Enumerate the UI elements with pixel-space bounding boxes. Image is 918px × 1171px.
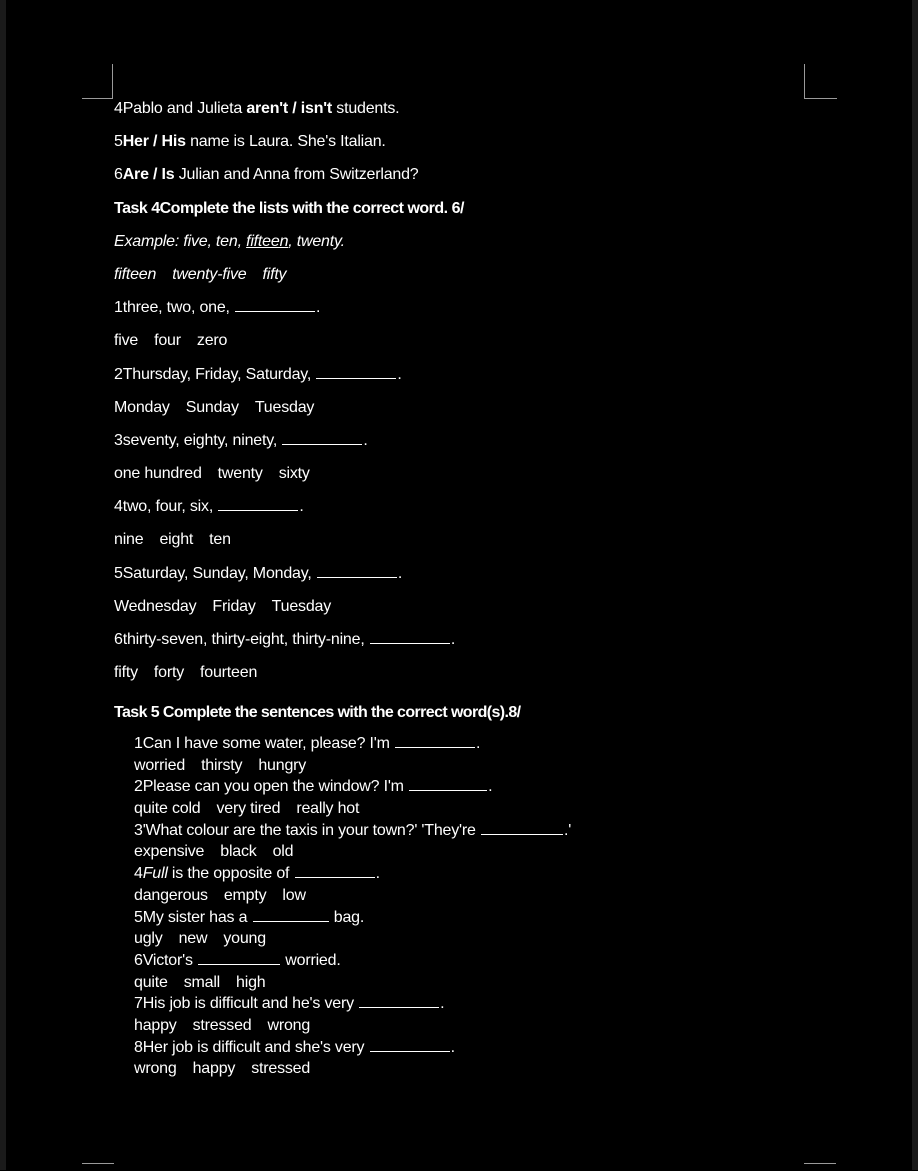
answer-blank[interactable]: [370, 631, 450, 644]
option-word: Friday: [212, 597, 256, 615]
option-word: wrong: [267, 1016, 311, 1034]
item-end: worried.: [281, 951, 341, 969]
task5-item-4: [134, 863, 834, 885]
task4-item-1: [114, 298, 834, 331]
option-word: Sunday: [185, 398, 239, 416]
item-text: 6thirty-seven, thirty-eight, thirty-nine,: [114, 631, 369, 648]
task5-item-8-options: [134, 1058, 834, 1080]
task5-item-2: [134, 776, 834, 798]
answer-blank[interactable]: [316, 366, 396, 379]
choice-options: aren't / isn't: [246, 100, 333, 117]
task5-item-7: [134, 993, 834, 1015]
document-body: [114, 99, 834, 696]
task4-item-4: [114, 497, 834, 530]
task4-item-3-options: [114, 464, 834, 497]
answer-blank[interactable]: [235, 299, 315, 312]
task4-item-4-options: [114, 530, 834, 563]
item-text: 5Saturday, Sunday, Monday,: [114, 564, 316, 582]
option-word: five: [114, 332, 139, 350]
answer-blank[interactable]: [395, 735, 475, 748]
option-word: fifteen: [114, 265, 157, 283]
option-word: four: [154, 332, 181, 350]
sentence-4: [114, 99, 834, 132]
option-word: worried: [134, 756, 186, 774]
item-text: 5My sister has a: [134, 908, 252, 926]
task5-item-7-options: [134, 1015, 834, 1037]
sentence-text: Julian and Anna from Switzerland?: [174, 166, 419, 184]
task5-item-8: [134, 1037, 834, 1059]
answer-blank[interactable]: [218, 498, 298, 511]
answer-blank[interactable]: [359, 995, 439, 1008]
task5-item-5: [134, 907, 834, 929]
example-answer: fifteen: [246, 232, 289, 250]
item-text: 8Her job is difficult and she's very: [134, 1038, 369, 1056]
option-word: quite cold: [134, 800, 201, 818]
option-word: new: [178, 930, 208, 948]
option-word: high: [236, 973, 266, 991]
answer-blank[interactable]: [198, 952, 280, 965]
task4-item-3: [114, 431, 834, 464]
option-word: black: [220, 843, 257, 861]
sentence-text: Pablo and Julieta: [122, 100, 247, 117]
option-word: fifty: [262, 265, 287, 283]
sentence-number: 6: [114, 166, 123, 184]
item-text: is the opposite of: [167, 865, 294, 883]
sentence-6: [114, 165, 834, 198]
option-word: small: [183, 973, 221, 991]
item-text: 2Please can you open the window? I'm: [134, 778, 409, 796]
sentence-text: name is Laura. She's Italian.: [185, 133, 386, 151]
task5-item-6: [134, 950, 834, 972]
item-end: .: [476, 735, 481, 752]
option-word: twenty-five: [172, 265, 247, 283]
task5-item-3-options: [134, 841, 834, 863]
option-word: quite: [134, 973, 168, 991]
option-word: empty: [223, 886, 267, 904]
task4-item-6: [114, 630, 834, 663]
item-end: .: [375, 865, 380, 883]
item-text: 3'What colour are the taxis in your town?' 'They're: [134, 821, 480, 839]
option-word: stressed: [251, 1060, 311, 1078]
option-word: hungry: [258, 756, 307, 774]
option-word: happy: [134, 1016, 177, 1034]
option-word: one hundred: [114, 465, 202, 483]
task5-item-4-options: [134, 885, 834, 907]
item-end: .: [440, 995, 445, 1013]
item-text: 7His job is difficult and he's very: [134, 995, 359, 1013]
sentence-number: 5: [114, 133, 123, 151]
answer-blank[interactable]: [295, 865, 375, 878]
option-word: wrong: [134, 1060, 177, 1078]
option-word: nine: [114, 531, 144, 549]
option-word: sixty: [278, 465, 310, 483]
item-text: 2Thursday, Friday, Saturday,: [114, 365, 316, 383]
right-edge: [912, 0, 918, 1170]
item-end: .: [450, 1038, 455, 1056]
task4-item-1-options: [114, 331, 834, 364]
item-text: 6Victor's: [134, 951, 198, 969]
option-word: twenty: [217, 465, 263, 483]
page-corner-mark-top-left: [82, 64, 113, 99]
task4-example: [114, 232, 834, 265]
option-word: fifty: [114, 664, 138, 682]
option-word: thirsty: [201, 756, 243, 774]
task5-item-2-options: [134, 798, 834, 820]
task5-item-3: [134, 820, 834, 842]
option-word: low: [282, 886, 306, 904]
answer-blank[interactable]: [282, 432, 362, 445]
task4-item-2: [114, 365, 834, 398]
task4-item-5-options: [114, 597, 834, 630]
example-text: , twenty.: [288, 232, 345, 250]
choice-options: Are / Is: [122, 166, 175, 184]
task5-list: [134, 733, 834, 1080]
item-end: bag.: [329, 908, 365, 926]
item-text: 3seventy, eighty, ninety,: [114, 431, 282, 449]
item-text: 1three, two, one,: [114, 299, 235, 317]
option-word: old: [272, 843, 294, 861]
option-word: ugly: [134, 930, 163, 948]
answer-blank[interactable]: [409, 778, 487, 791]
task5-item-1-options: [134, 755, 834, 777]
choice-options: Her / His: [122, 133, 186, 151]
item-keyword: Full: [142, 865, 168, 883]
item-end: .: [299, 498, 304, 516]
item-end: .: [397, 564, 403, 582]
answer-blank[interactable]: [481, 822, 563, 835]
item-end: .: [316, 299, 321, 317]
item-end: .: [450, 631, 456, 648]
option-word: fourteen: [200, 664, 258, 682]
sentence-5: [114, 132, 834, 165]
task5-item-1: [134, 733, 834, 755]
option-word: young: [223, 930, 266, 948]
option-word: expensive: [134, 843, 205, 861]
sentence-number: 4: [114, 100, 123, 117]
answer-blank[interactable]: [253, 909, 329, 922]
task4-heading: Task 4Complete the lists with the correct word. 6/: [114, 199, 464, 217]
task5-item-5-options: [134, 928, 834, 950]
option-word: happy: [192, 1060, 236, 1078]
option-word: ten: [209, 531, 231, 549]
option-word: really hot: [296, 800, 360, 818]
left-edge: [0, 0, 6, 1170]
item-end: .: [363, 431, 368, 449]
page-corner-mark-top-right: [804, 64, 837, 99]
task4-item-5: [114, 564, 834, 597]
option-word: forty: [153, 664, 185, 682]
sentence-text: students.: [332, 100, 400, 117]
item-end: .: [488, 778, 493, 796]
option-word: Wednesday: [114, 597, 197, 615]
item-number: 4: [134, 865, 143, 883]
answer-blank[interactable]: [317, 565, 397, 578]
task4-item-2-options: [114, 398, 834, 431]
option-word: zero: [196, 332, 228, 350]
option-word: very tired: [216, 800, 281, 818]
task5-item-6-options: [134, 972, 834, 994]
task5-heading: Task 5 Complete the sentences with the correct word(s).8/: [114, 704, 521, 721]
example-text: Example: five, ten,: [114, 232, 247, 250]
item-text: 1Can I have some water, please? I'm: [134, 735, 394, 752]
task4-item-6-options: [114, 663, 834, 696]
item-end: .: [397, 365, 402, 383]
option-word: dangerous: [134, 886, 208, 904]
item-end: .': [563, 821, 572, 839]
option-word: eight: [159, 531, 194, 549]
item-text: 4two, four, six,: [114, 498, 218, 516]
option-word: Tuesday: [271, 597, 332, 615]
option-word: Monday: [114, 398, 170, 416]
answer-blank[interactable]: [370, 1039, 450, 1052]
task4-example-options: [114, 265, 834, 298]
option-word: stressed: [192, 1016, 252, 1034]
option-word: Tuesday: [254, 398, 315, 416]
